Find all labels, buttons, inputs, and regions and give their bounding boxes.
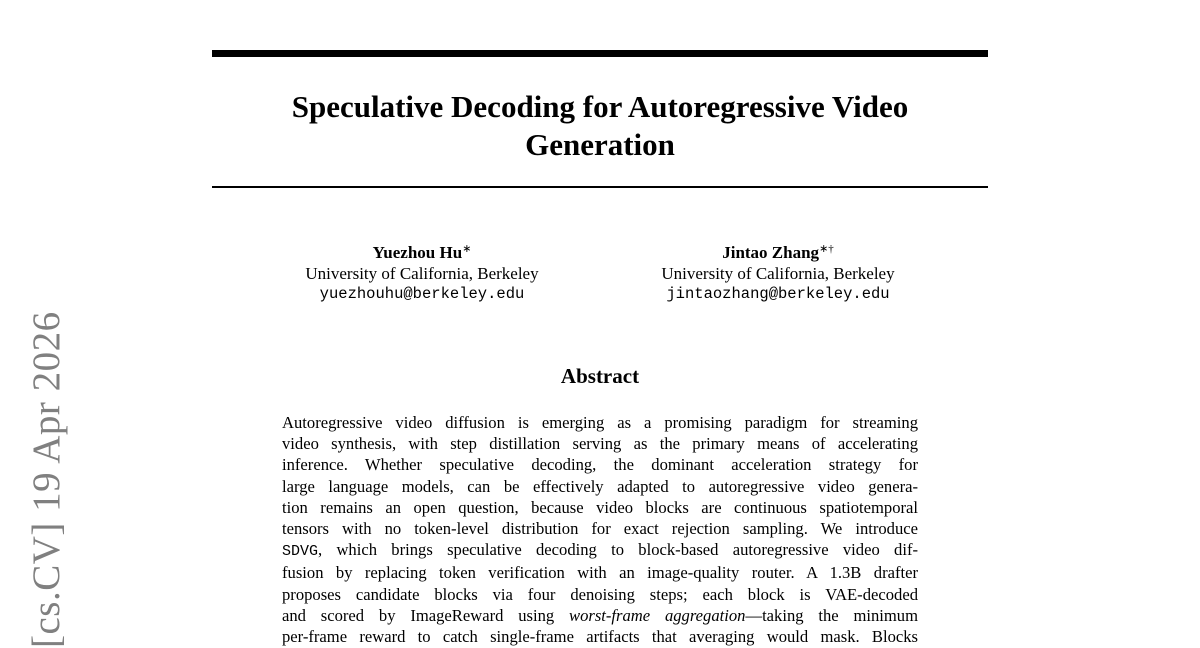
abstract-heading: Abstract [560,364,640,388]
abstract-text: —taking the minimum [745,605,918,625]
author-marks: ∗† [819,243,834,255]
author-affiliation: University of California, Berkeley [305,264,539,283]
abstract-line: large language models, can be effectively adapted to autoregressive video genera- [282,476,918,496]
abstract-text: and scored by ImageReward using [282,605,569,625]
author-affiliation: University of California, Berkeley [661,264,895,283]
abstract-line: tion remains an open question, because video blocks are continuous spatiotemporal [282,497,918,517]
abstract-line: proposes candidate blocks via four denoising steps; each block is VAE-decoded [282,584,918,604]
author-email[interactable]: jintaozhang@berkeley.edu [666,285,890,303]
abstract-line: tensors with no token-level distribution for exact rejection sampling. We introduce [282,519,918,539]
abstract-line [282,605,918,626]
author-block-1 [272,242,572,305]
author-email[interactable]: yuezhouhu@berkeley.edu [319,285,525,303]
title-rule-top [212,50,988,57]
author-name: Jintao Zhang [722,243,820,262]
title-line-1: Speculative Decoding for Autoregressive Video [291,89,909,124]
title-rule-bottom [212,186,988,188]
method-name-code: SDVG [282,543,319,561]
abstract-body [282,412,918,647]
abstract-line: Autoregressive video diffusion is emerging as a promising paradigm for streaming [282,413,918,432]
arxiv-side-stamp: [cs.CV] 19 Apr 2026 [25,311,68,648]
abstract-line [282,539,918,562]
abstract-line: inference. Whether speculative decoding, the dominant acceleration strategy for [282,455,918,475]
title-line-2: Generation [525,127,675,162]
emphasis-term: worst-frame aggregation [569,605,746,625]
abstract-line: per-frame reward to catch single-frame artifacts that averaging would mask. Blocks [282,627,918,647]
author-name: Yuezhou Hu [372,243,463,262]
author-block-2 [628,242,928,305]
abstract-line: fusion by replacing token verification with an image-quality router. A 1.3B drafter [282,563,918,583]
paper-title [212,88,988,164]
abstract-text: , which brings speculative decoding to block-based autoregressive video dif- [318,540,918,560]
abstract-line: video synthesis, with step distillation serving as the primary means of accelerating [282,434,918,454]
author-marks: ∗ [462,243,472,255]
